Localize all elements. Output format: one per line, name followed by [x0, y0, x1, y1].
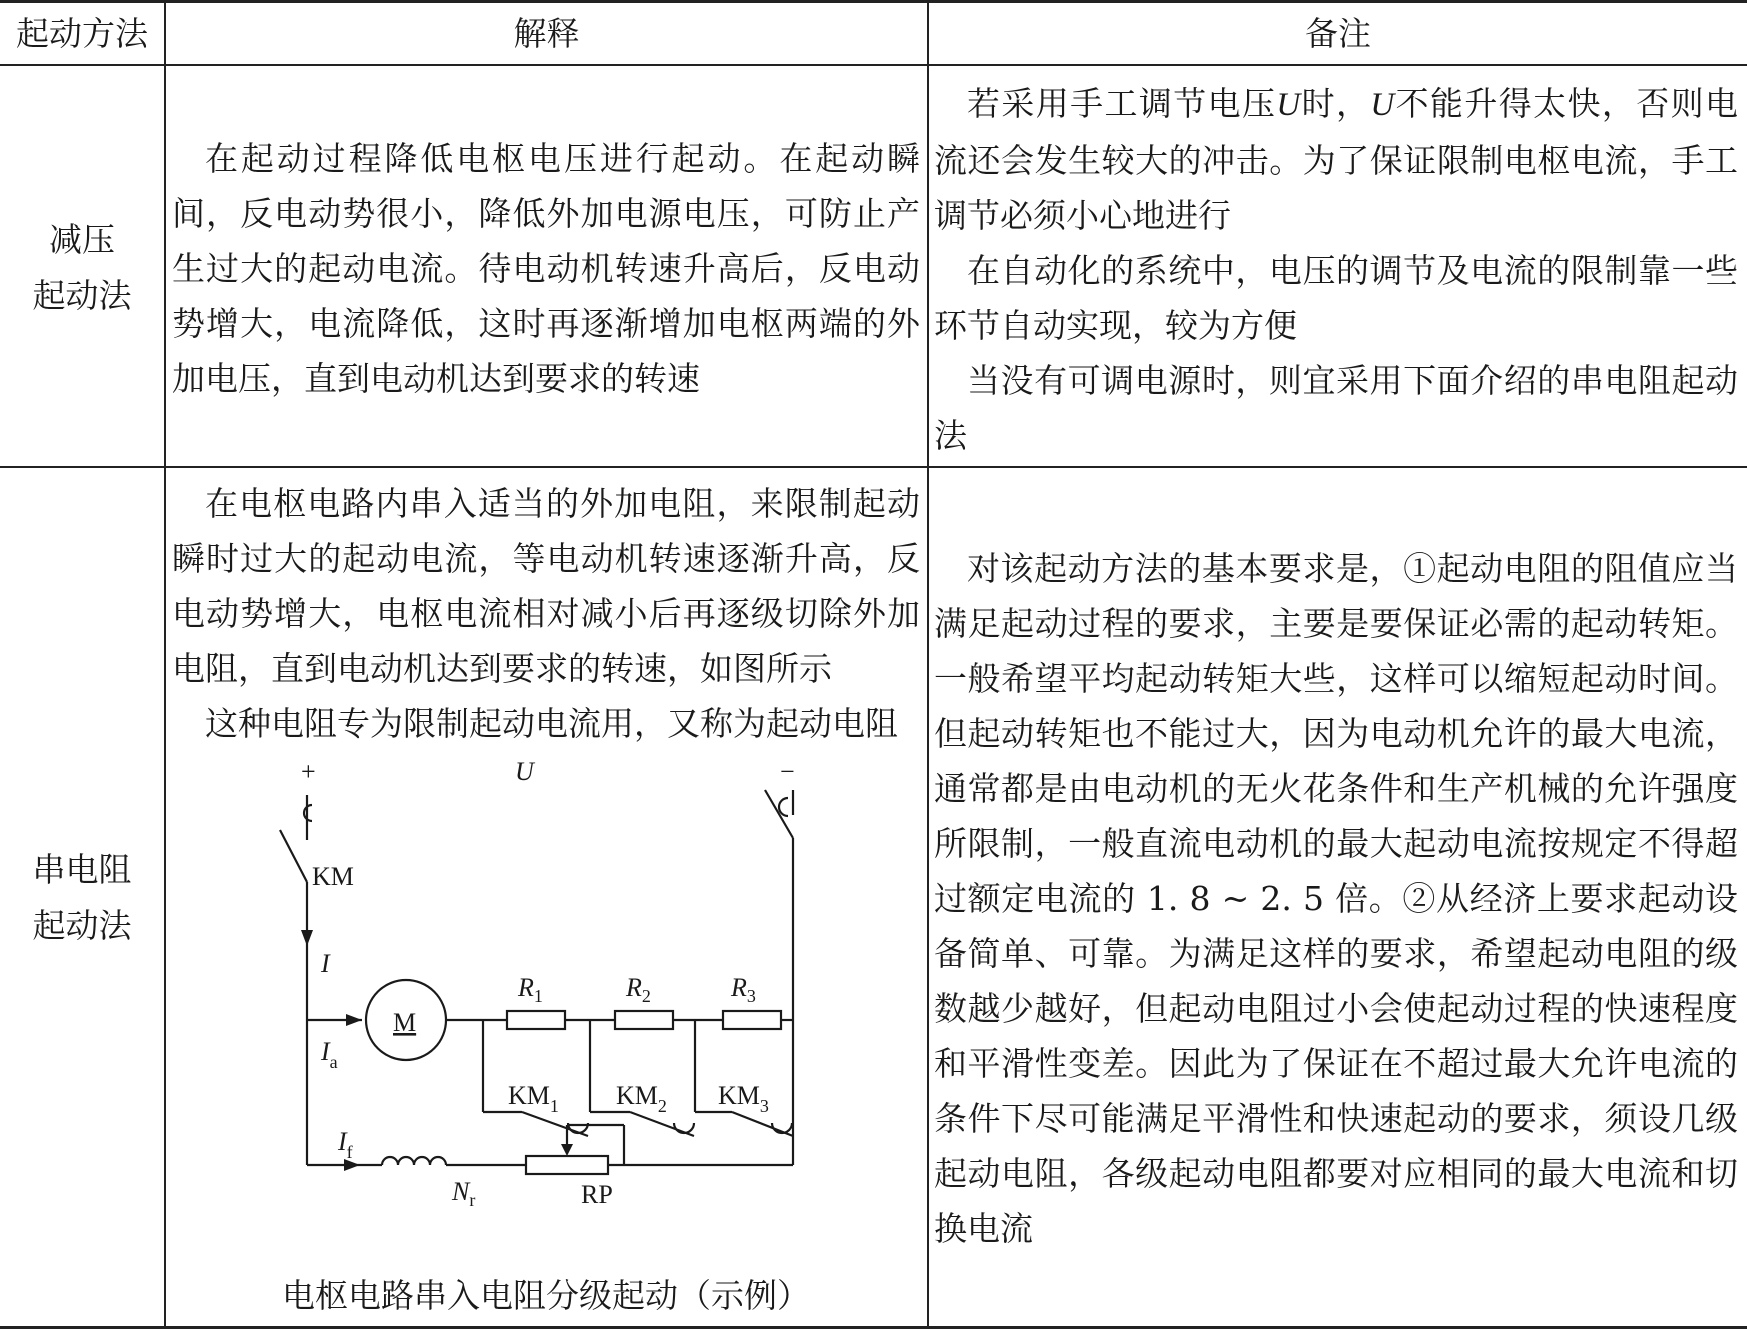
rheostat-rp: [526, 1156, 608, 1174]
column-divider-2: [927, 0, 929, 1329]
row1-method-line2: 起动法: [32, 276, 132, 315]
km-label: KM: [312, 862, 354, 891]
current-if-label: $I_f$: [338, 1127, 353, 1162]
row1-explanation: 在起动过程降低电枢电压进行起动。在起动瞬间，反电动势很小，降低外加电源电压，可防止产生过大的起动电流。待电动机转速升高后，反电动势增大，电流降低，这时再逐渐增加电枢两端的外加电压，直到电动机达到要求的转速: [172, 139, 920, 398]
field-winding-nr: [382, 1157, 446, 1165]
row2-method-line1: 串电阻: [32, 850, 132, 889]
row2-method: [0, 842, 164, 954]
row1-remarks-p1-b: 时，: [1300, 84, 1371, 123]
current-ia-label: $I_a$: [321, 1037, 338, 1072]
arrow-i: [301, 930, 313, 946]
header-method: 起动方法: [16, 14, 148, 53]
row2-method-line2: 起动法: [32, 906, 132, 945]
km2-label: $KM_2$: [616, 1081, 667, 1116]
row1-remarks-p1-a: 若采用手工调节电压: [967, 84, 1277, 123]
voltage-symbol: U: [1370, 87, 1395, 123]
resistor-r1: [507, 1011, 565, 1029]
row1-remarks-p3: 当没有可调电源时，则宜采用下面介绍的串电阻起动法: [934, 361, 1738, 455]
armature-resistor-start-circuit: [270, 750, 795, 1210]
r3-label: $R_3$: [731, 973, 756, 1006]
row1-bottom-border: [0, 466, 1747, 468]
row1-remarks-p2: 在自动化的系统中，电压的调节及电流的限制靠一些环节自动实现，较为方便: [934, 251, 1738, 345]
voltage-label: U: [515, 757, 534, 786]
table-top-border: [0, 0, 1747, 3]
arrow-rp-wiper: [561, 1144, 573, 1156]
right-switch-blade: [765, 790, 793, 838]
r1-label: $R_1$: [518, 973, 543, 1006]
r2-label: $R_2$: [626, 973, 651, 1006]
km1-label: $KM_1$: [508, 1081, 559, 1116]
minus-label: −: [780, 757, 795, 786]
header-bottom-border: [0, 64, 1747, 66]
arrow-ia: [346, 1014, 362, 1026]
row1-method-line1: 减压: [49, 220, 115, 259]
row1-remarks-p1-c: 不能升得太快，否则电流还会发生较大的冲击。为了保证限制电枢电流，手工调节必须小心地进行: [934, 84, 1739, 235]
header-remarks: 备注: [1305, 14, 1371, 53]
row2-explanation-p1: 在电枢电路内串入适当的外加电阻，来限制起动瞬时过大的起动电流，等电动机转速逐渐升高，反电动势增大，电枢电流相对减小后再逐级切除外加电阻，直到电动机达到要求的转速，如图所示: [172, 484, 920, 688]
km-switch-blade: [280, 830, 307, 882]
resistor-r2: [615, 1011, 673, 1029]
rp-label: RP: [581, 1180, 613, 1209]
header-explanation: 解释: [513, 14, 580, 53]
row1-method: [0, 212, 164, 324]
plus-label: +: [301, 757, 316, 786]
row2-explanation-p2: 这种电阻专为限制起动电流用，又称为起动电阻: [205, 704, 898, 743]
row1-remarks-p1: [934, 76, 1738, 243]
table-bottom-border: [0, 1326, 1747, 1329]
minus-terminal: [779, 798, 788, 816]
resistor-r3: [723, 1011, 781, 1029]
row2-explanation: [172, 476, 920, 751]
diagram-caption: 电枢电路串入电阻分级起动（示例）: [282, 1276, 810, 1315]
row1-remarks: [934, 76, 1738, 463]
voltage-symbol: U: [1276, 87, 1301, 123]
current-i-label: I: [321, 949, 330, 978]
km3-label: $KM_3$: [718, 1081, 769, 1116]
motor-label: M: [393, 1008, 417, 1037]
nr-label: $N_r$: [452, 1177, 476, 1210]
column-divider-1: [164, 0, 166, 1329]
row2-remarks: 对该起动方法的基本要求是，①起动电阻的阻值应当满足起动过程的要求，主要是要保证必需的起动转矩。一般希望平均起动转矩大些，这样可以缩短起动时间。但起动转矩也不能过大，因为电动机允许的最大电流，通常都是由电动机的无火花条件和生产机械的允许强度所限制，一般直流电动机的最大起动电流按规定不得超过额定电流的 1. 8 ~ 2. 5 倍。②从经济上要求起动设备简单、可靠。为满足这样的要求，希望起动电阻的级数越少越好，但起动电阻过小会使起动过程的快速程度和平滑性变差。因此为了保证在不超过最大允许电流的条件下尽可能满足平滑性和快速起动的要求，须设几级起动电阻，各级起动电阻都要对应相同的最大电流和切换电流: [934, 549, 1738, 1248]
